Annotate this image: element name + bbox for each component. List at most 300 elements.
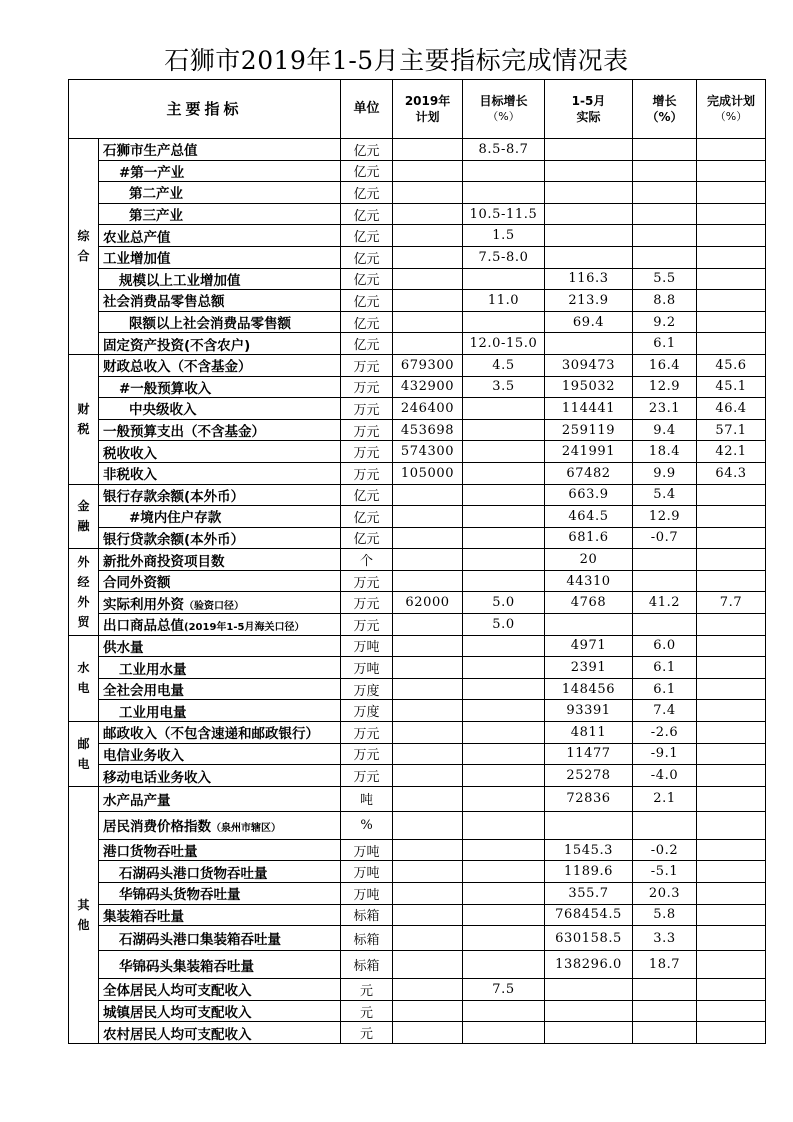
table-row: [69, 678, 766, 700]
indicator-label: 实际利用外资: [103, 596, 184, 613]
cell-unit: 元: [341, 979, 393, 1001]
cell-plan: [393, 883, 463, 905]
category-jinrong: [69, 484, 99, 549]
indicator-name: [99, 657, 341, 679]
cell-plan: [393, 527, 463, 549]
category-shuidian: [69, 635, 99, 721]
table-row: [69, 268, 766, 290]
indicator-label: 非税收入: [103, 467, 157, 484]
table-row: [69, 765, 766, 787]
indicator-label: 工业用水量: [119, 661, 187, 678]
table-row: [69, 333, 766, 355]
cell-target: 10.5-11.5: [463, 203, 545, 225]
cell-unit: 亿元: [341, 182, 393, 204]
cell-actual: [545, 1022, 633, 1044]
cell-plan: 679300: [393, 354, 463, 376]
category-char: 他: [77, 917, 90, 932]
indicator-name: [99, 484, 341, 506]
indicator-name: [99, 203, 341, 225]
indicator-label: 固定资产投资(不含农户): [103, 337, 251, 354]
cell-unit: 万元: [341, 462, 393, 484]
cell-growth: 20.3: [633, 883, 697, 905]
cell-actual: 464.5: [545, 506, 633, 528]
cell-growth: [633, 246, 697, 268]
category-char: 邮: [77, 736, 90, 751]
indicator-name: [99, 506, 341, 528]
category-char: 税: [77, 422, 90, 437]
cell-plan: [393, 290, 463, 312]
table-row: [69, 592, 766, 614]
category-char: 水: [77, 661, 90, 676]
indicator-label: #一般预算收入: [119, 380, 212, 397]
cell-unit: 亿元: [341, 333, 393, 355]
cell-growth: [633, 811, 697, 839]
table-row: [69, 354, 766, 376]
indicator-name: [99, 1000, 341, 1022]
cell-target: 5.0: [463, 614, 545, 636]
cell-complete: [697, 979, 766, 1001]
table-row: [69, 225, 766, 247]
cell-complete: 57.1: [697, 419, 766, 441]
cell-growth: 3.3: [633, 926, 697, 951]
cell-growth: 16.4: [633, 354, 697, 376]
cell-complete: [697, 657, 766, 679]
cell-target: [463, 182, 545, 204]
cell-actual: 25278: [545, 765, 633, 787]
cell-actual: 20: [545, 549, 633, 571]
cell-target: 8.5-8.7: [463, 139, 545, 161]
cell-actual: 4768: [545, 592, 633, 614]
cell-target: [463, 398, 545, 420]
cell-actual: 4811: [545, 722, 633, 744]
cell-target: [463, 570, 545, 592]
cell-target: [463, 268, 545, 290]
cell-target: [463, 811, 545, 839]
table-row: [69, 419, 766, 441]
indicator-name: [99, 722, 341, 744]
cell-growth: [633, 614, 697, 636]
cell-plan: [393, 484, 463, 506]
indicator-label: 邮政收入（不包含速递和邮政银行）: [103, 726, 319, 743]
table-row: [69, 926, 766, 951]
cell-complete: [697, 225, 766, 247]
indicator-name: [99, 743, 341, 765]
cell-target: [463, 765, 545, 787]
category-caishui: [69, 354, 99, 484]
cell-unit: 万元: [341, 722, 393, 744]
cell-target: [463, 635, 545, 657]
indicator-name: [99, 700, 341, 722]
cell-unit: 万元: [341, 441, 393, 463]
header-target: [463, 80, 545, 139]
cell-complete: [697, 765, 766, 787]
cell-complete: [697, 926, 766, 951]
cell-complete: [697, 678, 766, 700]
cell-actual: [545, 1000, 633, 1022]
cell-plan: 62000: [393, 592, 463, 614]
table-row: [69, 883, 766, 905]
cell-complete: [697, 311, 766, 333]
cell-unit: 亿元: [341, 268, 393, 290]
cell-target: 7.5-8.0: [463, 246, 545, 268]
indicator-name: [99, 333, 341, 355]
indicator-label: 合同外资额: [103, 575, 171, 592]
indicator-label: 一般预算支出（不含基金）: [103, 424, 265, 441]
table-row: [69, 290, 766, 312]
indicator-label: 银行贷款余额(本外币）: [103, 531, 245, 548]
cell-plan: [393, 700, 463, 722]
table-row: [69, 441, 766, 463]
cell-target: [463, 657, 545, 679]
cell-unit: 个: [341, 549, 393, 571]
cell-unit: 万元: [341, 376, 393, 398]
header-plan-line1: 2019年: [404, 94, 451, 108]
table-row: [69, 203, 766, 225]
cell-complete: [697, 1022, 766, 1044]
cell-unit: 亿元: [341, 225, 393, 247]
cell-actual: [545, 979, 633, 1001]
cell-plan: [393, 1000, 463, 1022]
header-plan: [393, 80, 463, 139]
table-row: [69, 786, 766, 811]
indicator-name: [99, 883, 341, 905]
cell-growth: 23.1: [633, 398, 697, 420]
indicator-name: [99, 614, 341, 636]
table-row: [69, 743, 766, 765]
category-char: 电: [77, 756, 90, 771]
header-complete-line1: 完成计划: [707, 94, 756, 108]
header-growth: [633, 80, 697, 139]
indicator-name: [99, 246, 341, 268]
cell-growth: [633, 1000, 697, 1022]
table-row: [69, 246, 766, 268]
category-char: 金: [77, 499, 90, 514]
indicator-name: [99, 979, 341, 1001]
cell-unit: 亿元: [341, 203, 393, 225]
cell-growth: 18.4: [633, 441, 697, 463]
header-growth-line1: 增长: [652, 94, 677, 108]
indicator-name: [99, 225, 341, 247]
header-unit: 单位: [341, 80, 393, 139]
cell-actual: [545, 811, 633, 839]
table-row: [69, 570, 766, 592]
cell-growth: 2.1: [633, 786, 697, 811]
cell-unit: 亿元: [341, 311, 393, 333]
cell-actual: 148456: [545, 678, 633, 700]
indicator-name: [99, 811, 341, 839]
cell-actual: [545, 203, 633, 225]
table-row: [69, 1000, 766, 1022]
cell-growth: 5.4: [633, 484, 697, 506]
cell-unit: 元: [341, 1022, 393, 1044]
cell-actual: 241991: [545, 441, 633, 463]
indicator-label: 新批外商投资项目数: [103, 553, 225, 570]
cell-unit: 亿元: [341, 506, 393, 528]
cell-complete: [697, 635, 766, 657]
indicator-label: 港口货物吞吐量: [103, 844, 198, 861]
indicator-label: 工业用电量: [119, 704, 187, 721]
indicator-label: 华锦码头货物吞吐量: [119, 887, 241, 904]
cell-complete: [697, 904, 766, 926]
cell-plan: [393, 182, 463, 204]
cell-target: [463, 549, 545, 571]
table-row: [69, 811, 766, 839]
cell-plan: [393, 951, 463, 979]
indicator-name: [99, 311, 341, 333]
cell-complete: [697, 333, 766, 355]
cell-plan: [393, 839, 463, 861]
cell-plan: 432900: [393, 376, 463, 398]
cell-actual: 4971: [545, 635, 633, 657]
table-row: [69, 160, 766, 182]
indicator-name: [99, 839, 341, 861]
category-char: 财: [77, 402, 90, 417]
cell-unit: 万元: [341, 743, 393, 765]
cell-actual: [545, 614, 633, 636]
indicator-label: 银行存款余额(本外币）: [103, 488, 245, 505]
cell-plan: [393, 979, 463, 1001]
header-indicator: 主要指标: [69, 80, 341, 139]
cell-actual: 2391: [545, 657, 633, 679]
cell-plan: [393, 635, 463, 657]
cell-growth: 5.8: [633, 904, 697, 926]
cell-growth: -2.6: [633, 722, 697, 744]
category-char: 综: [77, 229, 90, 244]
indicator-name: [99, 678, 341, 700]
cell-complete: [697, 268, 766, 290]
cell-unit: 亿元: [341, 139, 393, 161]
cell-target: [463, 441, 545, 463]
cell-complete: [697, 722, 766, 744]
cell-growth: [633, 203, 697, 225]
table-row: [69, 376, 766, 398]
cell-unit: 万元: [341, 398, 393, 420]
cell-growth: [633, 160, 697, 182]
cell-actual: 72836: [545, 786, 633, 811]
indicator-label: 社会消费品零售总额: [103, 294, 225, 311]
cell-actual: [545, 139, 633, 161]
cell-complete: [697, 139, 766, 161]
cell-actual: 67482: [545, 462, 633, 484]
header-target-line2: （%）: [487, 110, 520, 123]
indicator-name: [99, 951, 341, 979]
table-row: [69, 614, 766, 636]
category-char: 外: [77, 594, 90, 609]
cell-actual: 309473: [545, 354, 633, 376]
indicator-label: #境内住户存款: [129, 510, 222, 527]
cell-actual: [545, 160, 633, 182]
header-complete: [697, 80, 766, 139]
header-target-line1: 目标增长: [479, 94, 528, 108]
category-char: 外: [77, 554, 90, 569]
cell-actual: 114441: [545, 398, 633, 420]
cell-unit: 亿元: [341, 160, 393, 182]
cell-target: 3.5: [463, 376, 545, 398]
cell-unit: 标箱: [341, 951, 393, 979]
cell-plan: [393, 861, 463, 883]
cell-complete: [697, 743, 766, 765]
cell-growth: [633, 1022, 697, 1044]
cell-actual: 116.3: [545, 268, 633, 290]
indicator-label: 城镇居民人均可支配收入: [103, 1005, 252, 1022]
cell-plan: [393, 225, 463, 247]
cell-growth: [633, 979, 697, 1001]
cell-plan: 105000: [393, 462, 463, 484]
cell-plan: [393, 765, 463, 787]
cell-complete: [697, 811, 766, 839]
cell-target: 1.5: [463, 225, 545, 247]
cell-actual: [545, 182, 633, 204]
table-row: [69, 484, 766, 506]
cell-actual: 355.7: [545, 883, 633, 905]
table-row: [69, 657, 766, 679]
cell-plan: [393, 904, 463, 926]
table-row: [69, 635, 766, 657]
cell-unit: 万吨: [341, 861, 393, 883]
cell-actual: 663.9: [545, 484, 633, 506]
cell-growth: 7.4: [633, 700, 697, 722]
cell-plan: [393, 1022, 463, 1044]
cell-growth: [633, 225, 697, 247]
table-row: [69, 139, 766, 161]
indicator-name: [99, 904, 341, 926]
cell-unit: 亿元: [341, 527, 393, 549]
cell-plan: [393, 139, 463, 161]
cell-growth: 5.5: [633, 268, 697, 290]
cell-complete: [697, 246, 766, 268]
cell-target: [463, 462, 545, 484]
indicator-name: [99, 354, 341, 376]
cell-growth: -9.1: [633, 743, 697, 765]
header-complete-line2: （%）: [714, 110, 748, 123]
cell-complete: [697, 160, 766, 182]
cell-complete: 64.3: [697, 462, 766, 484]
table-row: [69, 861, 766, 883]
indicator-label: 石湖码头港口货物吞吐量: [119, 865, 268, 882]
indicators-table: [68, 79, 766, 1044]
indicator-name: [99, 139, 341, 161]
indicator-name: [99, 570, 341, 592]
cell-growth: 9.4: [633, 419, 697, 441]
cell-target: [463, 743, 545, 765]
cell-growth: 9.2: [633, 311, 697, 333]
cell-target: [463, 506, 545, 528]
indicator-name: [99, 635, 341, 657]
indicator-name: [99, 398, 341, 420]
cell-complete: [697, 700, 766, 722]
cell-target: [463, 678, 545, 700]
indicator-name: [99, 419, 341, 441]
cell-complete: [697, 614, 766, 636]
cell-growth: 6.1: [633, 657, 697, 679]
indicator-name: [99, 268, 341, 290]
table-row: [69, 462, 766, 484]
indicator-name: [99, 549, 341, 571]
cell-target: 12.0-15.0: [463, 333, 545, 355]
cell-actual: [545, 246, 633, 268]
cell-target: [463, 1000, 545, 1022]
indicator-name: [99, 527, 341, 549]
cell-plan: [393, 268, 463, 290]
indicator-label: 税收收入: [103, 445, 157, 462]
cell-complete: [697, 861, 766, 883]
cell-plan: 453698: [393, 419, 463, 441]
indicator-label: 工业增加值: [103, 251, 171, 268]
cell-unit: 万元: [341, 354, 393, 376]
cell-actual: 138296.0: [545, 951, 633, 979]
category-char: 融: [77, 519, 90, 534]
cell-unit: 亿元: [341, 484, 393, 506]
indicator-note: (2019年1-5月海关口径）: [184, 622, 305, 634]
cell-growth: [633, 182, 697, 204]
cell-complete: [697, 549, 766, 571]
cell-actual: 1189.6: [545, 861, 633, 883]
cell-growth: [633, 139, 697, 161]
cell-complete: [697, 786, 766, 811]
indicator-note: （泉州市辖区）: [211, 823, 281, 835]
cell-complete: [697, 883, 766, 905]
cell-plan: [393, 926, 463, 951]
table-row: [69, 904, 766, 926]
cell-plan: [393, 811, 463, 839]
cell-actual: 11477: [545, 743, 633, 765]
cell-growth: 9.9: [633, 462, 697, 484]
cell-target: [463, 951, 545, 979]
cell-target: [463, 883, 545, 905]
cell-target: [463, 861, 545, 883]
cell-complete: [697, 839, 766, 861]
cell-plan: 574300: [393, 441, 463, 463]
cell-growth: 12.9: [633, 376, 697, 398]
indicator-note: （验资口径）: [184, 600, 244, 612]
cell-plan: [393, 160, 463, 182]
indicator-name: [99, 861, 341, 883]
table-row: [69, 549, 766, 571]
indicator-label: #第一产业: [119, 164, 185, 181]
cell-target: 5.0: [463, 592, 545, 614]
table-row: [69, 951, 766, 979]
cell-complete: [697, 527, 766, 549]
cell-plan: [393, 506, 463, 528]
cell-growth: -4.0: [633, 765, 697, 787]
page-title: 石狮市2019年1-5月主要指标完成情况表: [164, 46, 629, 75]
indicator-name: [99, 462, 341, 484]
category-char: 其: [77, 897, 90, 912]
table-row: [69, 398, 766, 420]
cell-actual: 44310: [545, 570, 633, 592]
cell-growth: [633, 570, 697, 592]
cell-unit: 万元: [341, 765, 393, 787]
cell-complete: [697, 290, 766, 312]
cell-unit: 亿元: [341, 290, 393, 312]
cell-growth: [633, 549, 697, 571]
cell-target: [463, 722, 545, 744]
table-row: [69, 311, 766, 333]
cell-actual: 1545.3: [545, 839, 633, 861]
cell-complete: 7.7: [697, 592, 766, 614]
cell-unit: 万吨: [341, 883, 393, 905]
cell-actual: 630158.5: [545, 926, 633, 951]
indicator-label: 出口商品总值: [103, 618, 184, 635]
indicator-label: 全社会用电量: [103, 683, 184, 700]
header-actual-line2: 实际: [576, 110, 601, 124]
cell-unit: 标箱: [341, 904, 393, 926]
cell-growth: 6.1: [633, 678, 697, 700]
cell-complete: [697, 1000, 766, 1022]
cell-growth: 12.9: [633, 506, 697, 528]
cell-actual: 93391: [545, 700, 633, 722]
cell-actual: [545, 333, 633, 355]
